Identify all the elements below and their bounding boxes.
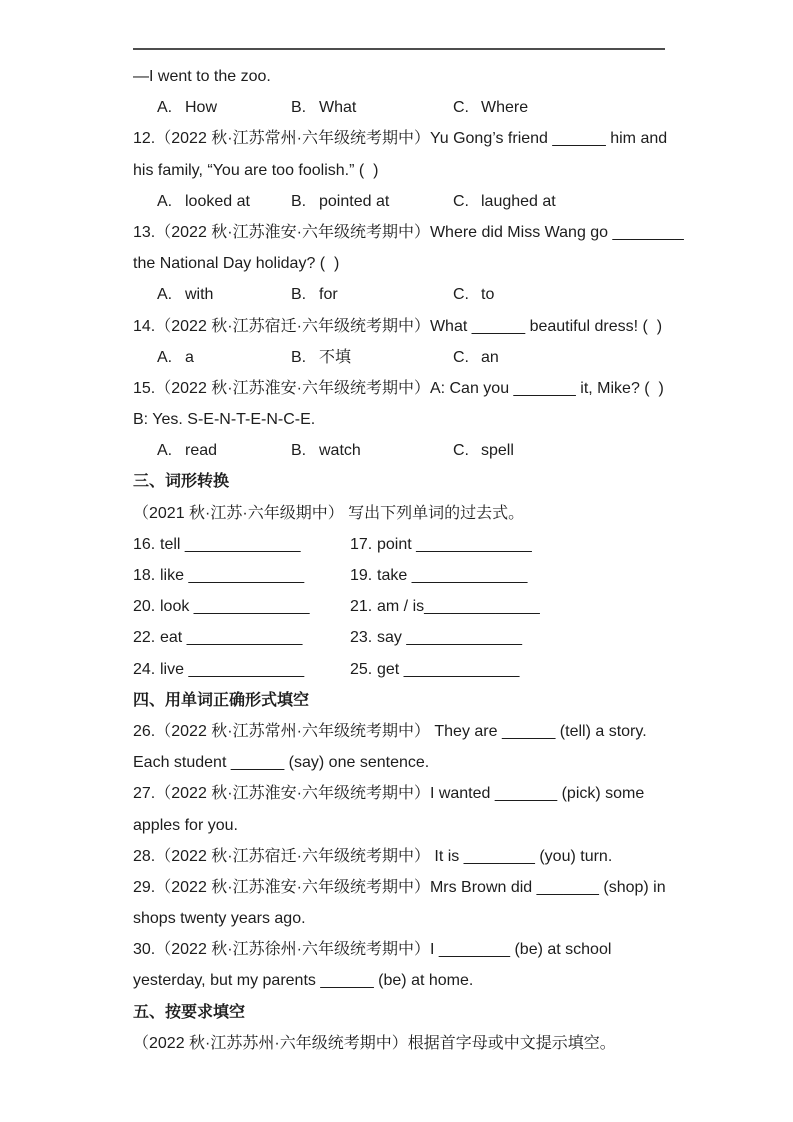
item-word: point bbox=[377, 535, 412, 553]
option-row bbox=[133, 342, 693, 373]
answer-blank: _____________ bbox=[411, 535, 532, 553]
item-word: live bbox=[160, 660, 185, 678]
answer-blank: _____________ bbox=[407, 567, 528, 584]
word-item bbox=[350, 529, 532, 560]
option-letter: A. bbox=[157, 442, 173, 460]
option-a bbox=[157, 342, 291, 373]
option-a bbox=[157, 186, 291, 217]
option-text: spell bbox=[481, 442, 514, 460]
option-a bbox=[157, 279, 291, 310]
section-instruction: （2022 秋·江苏苏州·六年级统考期中）根据首字母或中文提示填空。 bbox=[133, 1034, 616, 1052]
option-letter: C. bbox=[453, 192, 469, 210]
item-number: 23. bbox=[350, 629, 373, 647]
word-row bbox=[133, 591, 693, 622]
option-letter: C. bbox=[453, 348, 469, 366]
item-word: look bbox=[160, 598, 190, 616]
item-word: like bbox=[160, 567, 185, 584]
option-letter: B. bbox=[291, 286, 307, 304]
answer-blank: _____________ bbox=[184, 567, 305, 584]
item-number: 22. bbox=[133, 629, 156, 647]
question-line: 13.（2022 秋·江苏淮安·六年级统考期中）Where did Miss Wang go ________ bbox=[133, 223, 684, 241]
item-number: 21. bbox=[350, 598, 373, 616]
option-letter: C. bbox=[453, 99, 469, 117]
item-number: 17. bbox=[350, 535, 373, 553]
option-letter: B. bbox=[291, 99, 307, 117]
question-line: B: Yes. S-E-N-T-E-N-C-E. bbox=[133, 411, 316, 429]
answer-blank: _____________ bbox=[182, 629, 303, 647]
item-number: 18. bbox=[133, 567, 156, 584]
option-a bbox=[157, 435, 291, 466]
answer-blank: _____________ bbox=[401, 629, 523, 647]
option-text: an bbox=[481, 348, 499, 366]
question-line: apples for you. bbox=[133, 816, 238, 834]
word-item bbox=[133, 654, 350, 685]
item-word: eat bbox=[160, 629, 183, 647]
question-line: Each student ______ (say) one sentence. bbox=[133, 754, 430, 772]
option-text: looked at bbox=[185, 192, 250, 210]
option-letter: A. bbox=[157, 286, 173, 304]
item-word: get bbox=[377, 660, 400, 678]
word-row bbox=[133, 529, 693, 560]
question-line: shops twenty years ago. bbox=[133, 910, 306, 928]
item-number: 19. bbox=[350, 567, 373, 584]
answer-blank: _____________ bbox=[189, 598, 310, 616]
option-b bbox=[291, 279, 453, 310]
option-text: a bbox=[185, 348, 194, 366]
item-word: say bbox=[377, 629, 402, 647]
question-line: his family, “You are too foolish.” ( ) bbox=[133, 161, 379, 179]
option-text: pointed at bbox=[319, 192, 390, 210]
item-number: 20. bbox=[133, 598, 156, 616]
option-c bbox=[453, 279, 494, 310]
option-b bbox=[291, 435, 453, 466]
question-line: 26.（2022 秋·江苏常州·六年级统考期中） They are ______ (tell) a story. bbox=[133, 722, 647, 740]
answer-blank: _____________ bbox=[180, 535, 301, 553]
question-line: 30.（2022 秋·江苏徐州·六年级统考期中）I ________ (be) at school bbox=[133, 941, 612, 959]
word-item bbox=[133, 622, 350, 653]
option-text: How bbox=[185, 99, 218, 117]
option-text: for bbox=[319, 286, 338, 304]
option-text: 不填 bbox=[319, 348, 352, 366]
answer-blank: _____________ bbox=[399, 660, 520, 678]
section-heading-fill-correct-form: 四、用单词正确形式填空 bbox=[133, 691, 310, 709]
item-word: am / is bbox=[377, 598, 425, 616]
item-number: 25. bbox=[350, 660, 373, 678]
word-item bbox=[133, 529, 350, 560]
word-item bbox=[350, 560, 527, 591]
question-line: yesterday, but my parents ______ (be) at home. bbox=[133, 972, 474, 990]
option-letter: B. bbox=[291, 192, 307, 210]
answer-blank: _____________ bbox=[184, 660, 305, 678]
section-heading-fill-as-required: 五、按要求填空 bbox=[133, 1003, 246, 1021]
word-item bbox=[133, 591, 350, 622]
option-text: watch bbox=[319, 442, 361, 460]
question-line: —I went to the zoo. bbox=[133, 68, 271, 85]
option-row bbox=[133, 435, 693, 466]
word-row bbox=[133, 654, 693, 685]
option-text: What bbox=[319, 99, 357, 117]
question-line: 12.（2022 秋·江苏常州·六年级统考期中）Yu Gong’s friend ______ him and bbox=[133, 130, 668, 148]
option-c bbox=[453, 435, 514, 466]
option-letter: A. bbox=[157, 192, 173, 210]
item-word: take bbox=[377, 567, 408, 584]
option-letter: B. bbox=[291, 348, 307, 366]
word-item bbox=[350, 654, 519, 685]
item-word: tell bbox=[160, 535, 181, 553]
option-b bbox=[291, 92, 453, 123]
question-line: 27.（2022 秋·江苏淮安·六年级统考期中）I wanted _______ (pick) some bbox=[133, 785, 645, 803]
answer-blank: _____________ bbox=[424, 598, 540, 616]
option-c bbox=[453, 186, 556, 217]
option-c bbox=[453, 92, 528, 123]
worksheet-content bbox=[133, 61, 693, 1059]
word-item bbox=[350, 622, 522, 653]
word-item bbox=[350, 591, 540, 622]
option-text: laughed at bbox=[481, 192, 556, 210]
question-line: 15.（2022 秋·江苏淮安·六年级统考期中）A: Can you _______ it, Mike? ( ) bbox=[133, 379, 664, 397]
option-b bbox=[291, 186, 453, 217]
option-letter: C. bbox=[453, 286, 469, 304]
option-a bbox=[157, 92, 291, 123]
option-letter: A. bbox=[157, 99, 173, 117]
option-letter: C. bbox=[453, 442, 469, 460]
word-item bbox=[133, 560, 350, 591]
option-text: Where bbox=[481, 99, 529, 117]
option-row bbox=[133, 279, 693, 310]
item-number: 24. bbox=[133, 660, 156, 678]
question-line: 14.（2022 秋·江苏宿迁·六年级统考期中）What ______ beautiful dress! ( ) bbox=[133, 317, 663, 335]
top-rule bbox=[133, 48, 665, 50]
option-row bbox=[133, 186, 693, 217]
section-instruction: （2021 秋·江苏·六年级期中） 写出下列单词的过去式。 bbox=[133, 504, 525, 522]
option-text: read bbox=[185, 442, 218, 460]
question-line: the National Day holiday? ( ) bbox=[133, 255, 340, 273]
option-b bbox=[291, 342, 453, 373]
option-text: to bbox=[481, 286, 495, 304]
option-letter: B. bbox=[291, 442, 307, 460]
section-heading-word-transformation: 三、词形转换 bbox=[133, 473, 230, 491]
item-number: 16. bbox=[133, 535, 156, 553]
option-text: with bbox=[185, 286, 214, 304]
option-c bbox=[453, 342, 499, 373]
option-letter: A. bbox=[157, 348, 173, 366]
word-row bbox=[133, 560, 693, 591]
word-row bbox=[133, 622, 693, 653]
option-row bbox=[133, 92, 693, 123]
question-line: 28.（2022 秋·江苏宿迁·六年级统考期中） It is ________ (you) turn. bbox=[133, 847, 613, 865]
question-line: 29.（2022 秋·江苏淮安·六年级统考期中）Mrs Brown did _______ (shop) in bbox=[133, 878, 666, 896]
